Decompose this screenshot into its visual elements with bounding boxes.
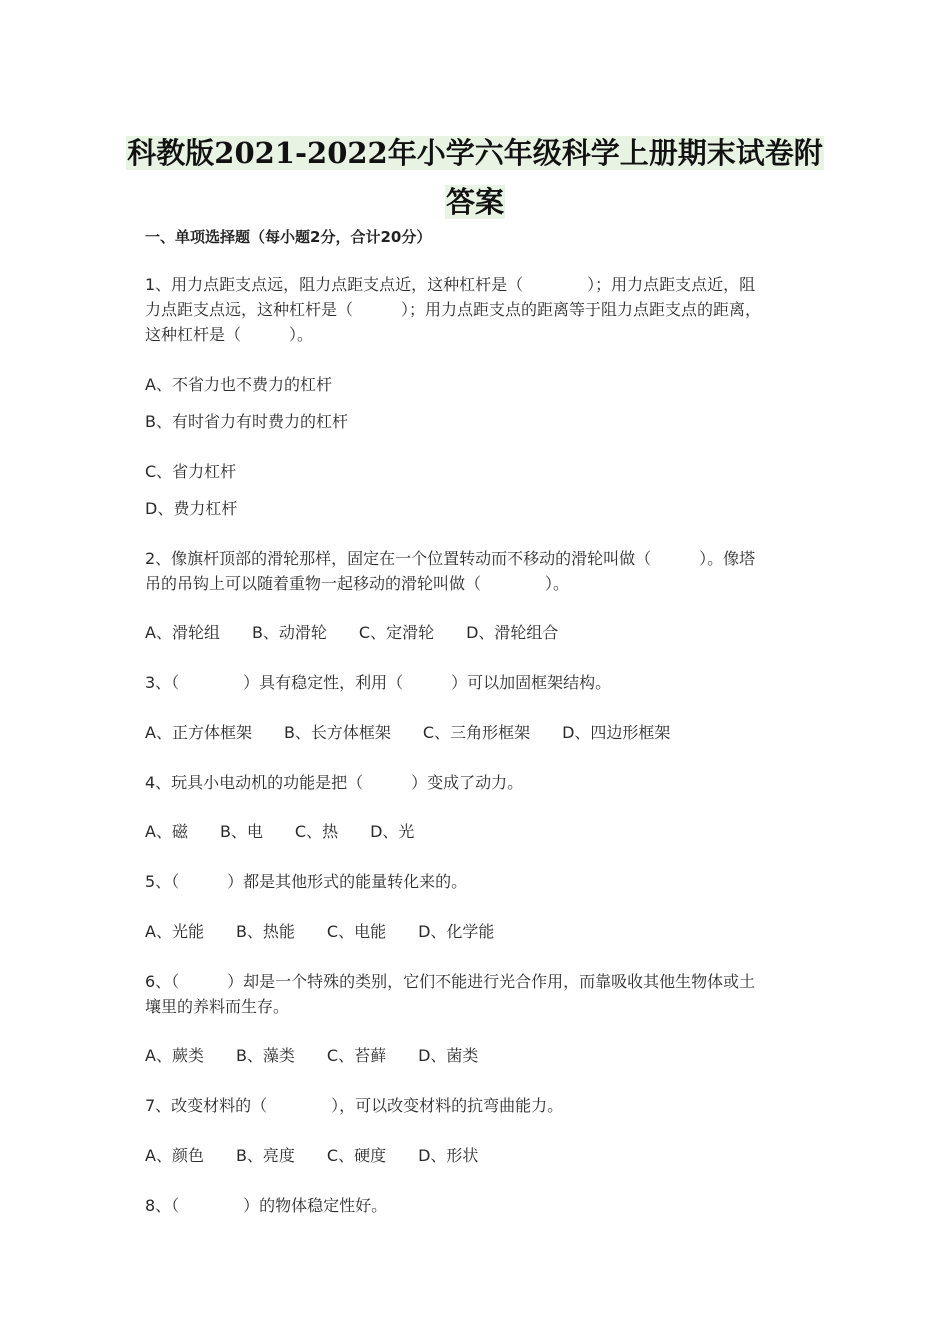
question-6-stem-line-1: 6、（ ）却是一个特殊的类别，它们不能进行光合作用，而靠吸收其他生物体或土: [145, 972, 756, 991]
question-7-stem: 7、改变材料的（ ），可以改变材料的抗弯曲能力。: [145, 1096, 564, 1115]
question-8-stem: 8、（ ）的物体稳定性好。: [145, 1196, 388, 1215]
question-6-stem-line-2: 壤里的养料而生存。: [145, 997, 290, 1016]
question-4-options: A、磁 B、电 C、热 D、光: [145, 822, 415, 841]
exam-title-line-2: 答案: [445, 185, 504, 219]
question-1-stem-line-2: 力点距支点远，这种杠杆是（ ）；用力点距支点的距离等于阻力点距支点的距离，: [145, 300, 762, 319]
question-4-stem: 4、玩具小电动机的功能是把（ ）变成了动力。: [145, 773, 524, 792]
question-7-options: A、颜色 B、亮度 C、硬度 D、形状: [145, 1146, 479, 1165]
question-2-stem-line-2: 吊的吊钩上可以随着重物一起移动的滑轮叫做（ ）。: [145, 574, 570, 593]
question-1-option-c: C、省力杠杆: [145, 462, 237, 481]
question-5-stem: 5、（ ）都是其他形式的能量转化来的。: [145, 872, 468, 891]
question-1-stem-line-3: 这种杠杆是（ ）。: [145, 325, 314, 344]
question-1-stem-line-1: 1、用力点距支点远，阻力点距支点近，这种杠杆是（ ）；用力点距支点近，阻: [145, 275, 756, 294]
question-6-options: A、蕨类 B、藻类 C、苔藓 D、菌类: [145, 1046, 479, 1065]
question-2-stem-line-1: 2、像旗杆顶部的滑轮那样，固定在一个位置转动而不移动的滑轮叫做（ ）。像塔: [145, 549, 756, 568]
question-1-option-b: B、有时省力有时费力的杠杆: [145, 412, 348, 431]
section-heading-single-choice: 一、单项选择题（每小题2分，合计20分）: [145, 228, 432, 246]
question-3-stem: 3、（ ）具有稳定性，利用（ ）可以加固框架结构。: [145, 673, 612, 692]
question-3-options: A、正方体框架 B、长方体框架 C、三角形框架 D、四边形框架: [145, 723, 671, 742]
exam-title-line-1: 科教版2021-2022年小学六年级科学上册期末试卷附: [127, 136, 823, 170]
question-1-option-d: D、费力杠杆: [145, 499, 238, 518]
question-1-option-a: A、不省力也不费力的杠杆: [145, 375, 332, 394]
question-5-options: A、光能 B、热能 C、电能 D、化学能: [145, 922, 495, 941]
question-2-options: A、滑轮组 B、动滑轮 C、定滑轮 D、滑轮组合: [145, 623, 559, 642]
